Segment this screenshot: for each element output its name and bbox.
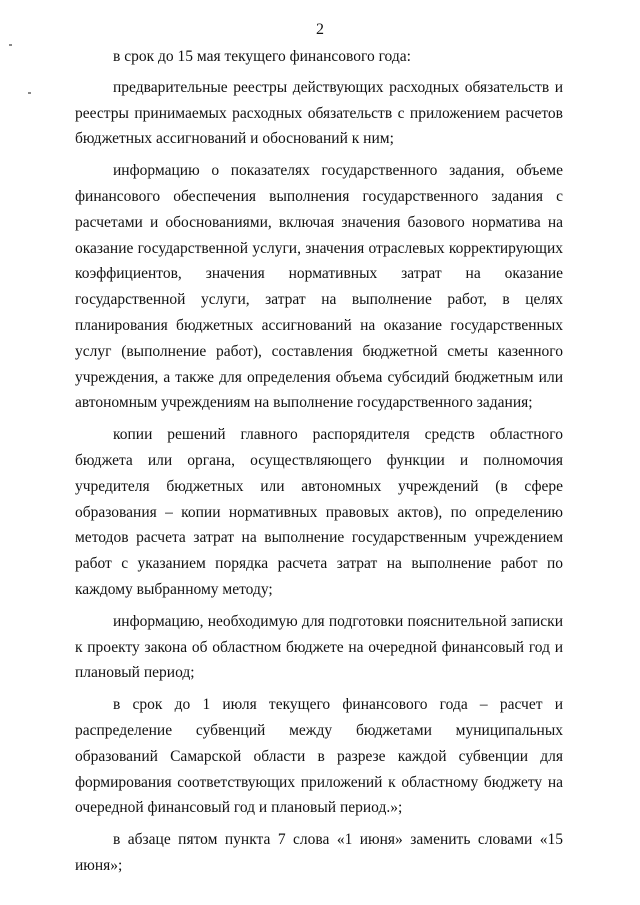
paragraph-amendment: в абзаце пятом пункта 7 слова «1 июня» заменить словами «15 июня»; [75, 831, 563, 874]
paragraph-registers: предварительные реестры действующих расходных обязательств и реестры принимаемых расходных обязательств с приложением расчетов бюджетных ассигнований и обоснований к ним; [75, 78, 563, 148]
paragraph-deadline-may: в срок до 15 мая текущего финансового года: [113, 48, 411, 65]
page-number: 2 [316, 21, 324, 38]
scan-mark [28, 92, 31, 94]
paragraph-decision-copies: копии решений главного распорядителя средств областного бюджета или органа, осуществляющего функции и полномочия учредителя бюджетных или автономных учреждений (в сфере образования – копии нормативных правовых актов), по определению методов расчета затрат на выполнение государственным учреждением работ с указанием порядка расчета затрат на выполнение работ по каждому выбранному методу; [75, 426, 563, 598]
scan-mark [9, 44, 12, 46]
paragraph-explanatory-note: информацию, необходимую для подготовки пояснительной записки к проекту закона об областном бюджете на очередной финансовый год и плановый период; [75, 612, 563, 682]
paragraph-state-assignment: информацию о показателях государственного задания, объеме финансового обеспечения выполнения государственного задания с расчетами и обоснованиями, включая значения базового норматива на оказание государственной услуги, значения отраслевых корректирующих коэффициентов, значения нормативных затрат на оказание государственной услуги, затрат на выполнение работ, в целях планирования бюджетных ассигнований на оказание государственных услуг (выполнение работ), составления бюджетной сметы казенного учреждения, а также для определения объема субсидий бюджетным или автономным учреждениям на выполнение государственного задания; [75, 162, 563, 412]
document-body [75, 44, 563, 879]
paragraph-deadline-july: в срок до 1 июля текущего финансового года – расчет и распределение субвенций между бюджетами муниципальных образований Самарской области в разрезе каждой субвенции для формирования соответствующих приложений к областному бюджету на очередной финансовый год и плановый период.»; [75, 696, 563, 817]
